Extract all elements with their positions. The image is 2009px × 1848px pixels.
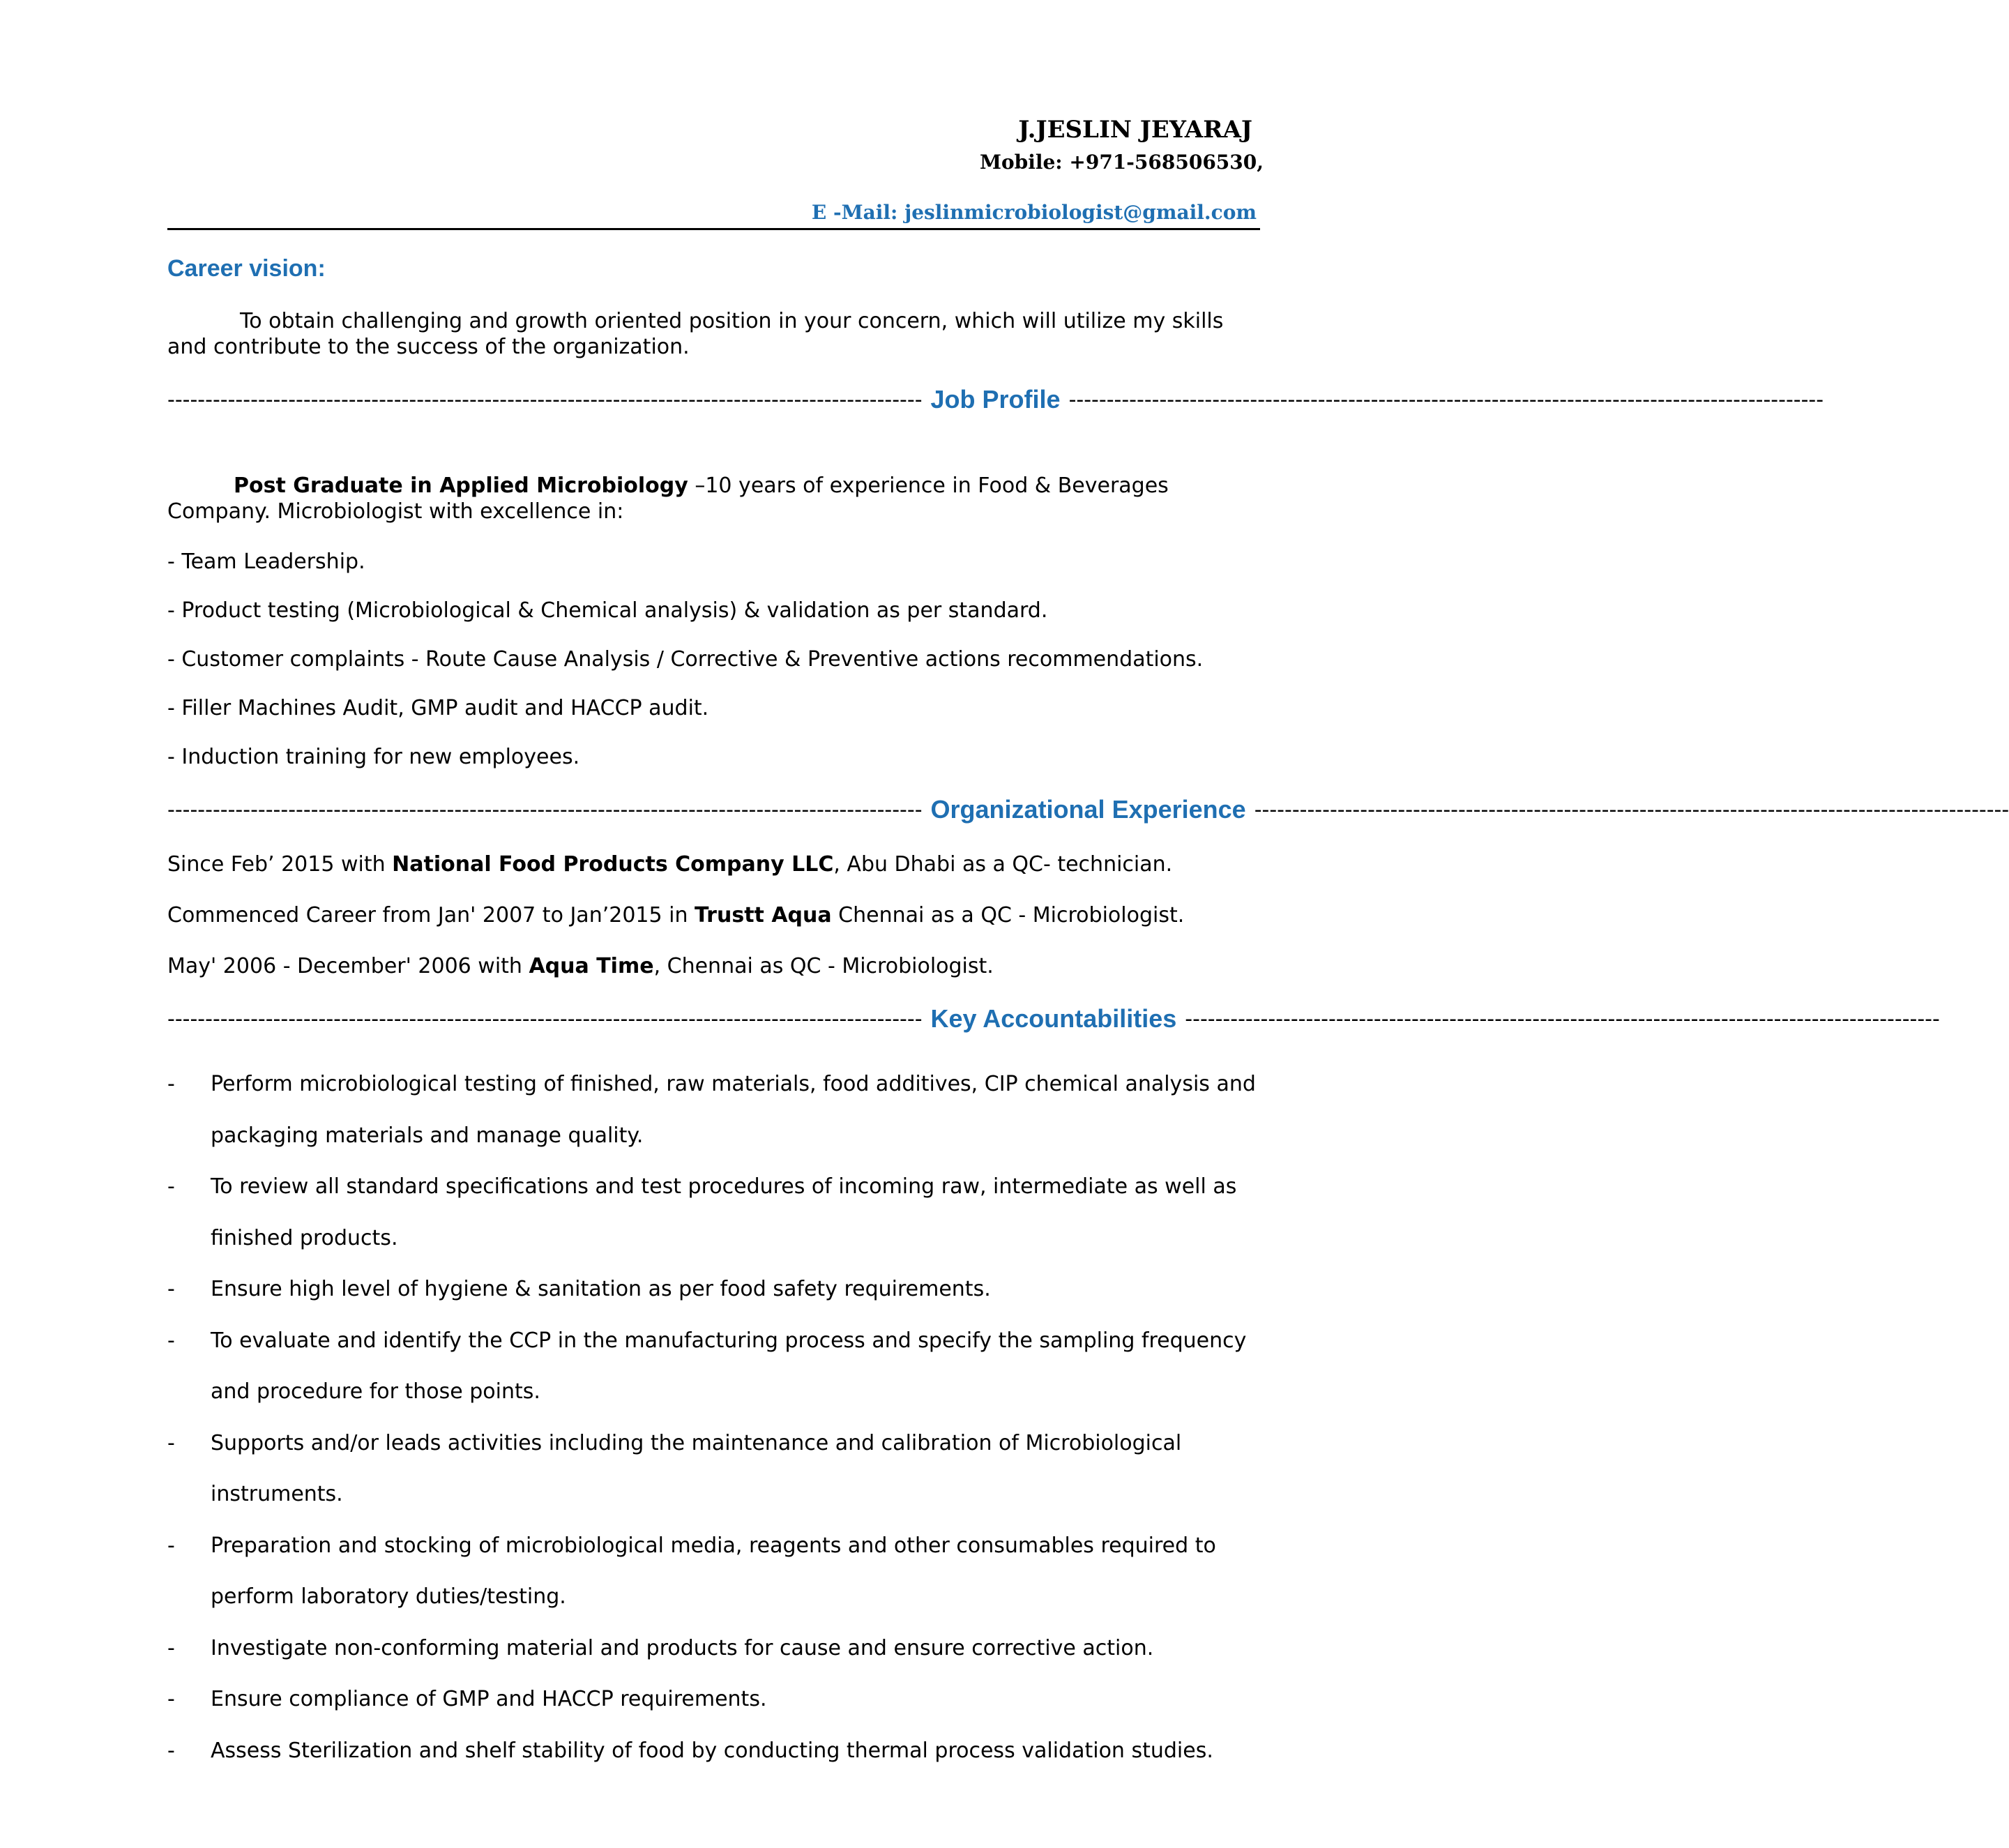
bullet-mark: - bbox=[167, 1533, 175, 1558]
list-item bbox=[167, 1059, 1269, 1161]
bullet-mark: - bbox=[167, 1738, 175, 1763]
divider-dashes: ---------------------------------------------------------------------------------------------------- bbox=[167, 797, 923, 822]
org-experience-divider bbox=[167, 795, 2009, 824]
bullet-mark: - bbox=[167, 1430, 175, 1455]
job-profile-intro-bold: Post Graduate in Applied Microbiology bbox=[234, 474, 688, 498]
entry-company: Trustt Aqua bbox=[695, 903, 832, 927]
career-vision-body: To obtain challenging and growth oriented position in your concern, which will utilize my skills and contribute to the success of the organization. bbox=[167, 309, 1224, 359]
entry-company: Aqua Time bbox=[529, 954, 654, 978]
key-accountabilities-list bbox=[167, 1059, 1269, 1776]
list-item bbox=[167, 1674, 1269, 1725]
bullet-mark: - bbox=[167, 1687, 175, 1711]
mobile-number: Mobile: +971-568506530, bbox=[979, 151, 1264, 174]
bullet-mark: - bbox=[167, 1635, 175, 1660]
org-experience-entry bbox=[167, 852, 1172, 877]
bullet-mark: - bbox=[167, 1174, 175, 1199]
job-profile-item: - Filler Machines Audit, GMP audit and HACCP audit. bbox=[167, 696, 709, 720]
list-item-text: Ensure high level of hygiene & sanitation as per food safety requirements. bbox=[211, 1277, 991, 1301]
divider-dashes: ---------------------------------------------------------------------------------------------------- bbox=[1185, 1006, 1940, 1031]
list-item-text: Ensure compliance of GMP and HACCP requirements. bbox=[211, 1687, 767, 1711]
career-vision-title: Career vision: bbox=[167, 255, 326, 282]
divider-dashes: ---------------------------------------------------------------------------------------------------- bbox=[1068, 387, 1824, 412]
key-accountabilities-divider bbox=[167, 1004, 1940, 1033]
list-item bbox=[167, 1418, 1269, 1520]
job-profile-divider bbox=[167, 385, 1824, 414]
list-item bbox=[167, 1623, 1269, 1674]
entry-text: , Abu Dhabi as a QC- technician. bbox=[833, 852, 1173, 877]
bullet-mark: - bbox=[167, 1277, 175, 1301]
list-item-text: Perform microbiological testing of finished, raw materials, food additives, CIP chemical analysis and packaging materials and manage quality. bbox=[211, 1072, 1256, 1148]
bullet-mark: - bbox=[167, 1072, 175, 1096]
list-item-text: Supports and/or leads activities including the maintenance and calibration of Microbiological instruments. bbox=[211, 1430, 1182, 1506]
career-vision-text bbox=[167, 308, 1260, 360]
list-item bbox=[167, 1161, 1269, 1264]
job-profile-intro bbox=[167, 473, 1260, 524]
list-item bbox=[167, 1725, 1269, 1777]
candidate-name: J.JESLIN JEYARAJ bbox=[1018, 116, 1252, 144]
entry-text: , Chennai as QC - Microbiologist. bbox=[653, 954, 994, 978]
divider-dashes: ---------------------------------------------------------------------------------------------------- bbox=[167, 387, 923, 412]
entry-text: Chennai as a QC - Microbiologist. bbox=[831, 903, 1185, 927]
job-profile-item: - Customer complaints - Route Cause Analysis / Corrective & Preventive actions recommendations. bbox=[167, 647, 1204, 672]
email-address[interactable]: E -Mail: jeslinmicrobiologist@gmail.com bbox=[811, 201, 1257, 224]
job-profile-item: - Induction training for new employees. bbox=[167, 745, 580, 769]
list-item bbox=[167, 1315, 1269, 1418]
job-profile-item: - Team Leadership. bbox=[167, 550, 365, 574]
entry-text: Commenced Career from Jan' 2007 to Jan’2015 in bbox=[167, 903, 695, 927]
entry-text: May' 2006 - December' 2006 with bbox=[167, 954, 529, 978]
job-profile-heading: Job Profile bbox=[930, 385, 1061, 414]
list-item-text: To evaluate and identify the CCP in the manufacturing process and specify the sampling frequency and procedure for those points. bbox=[211, 1328, 1247, 1404]
divider-dashes: ---------------------------------------------------------------------------------------------------- bbox=[1254, 797, 2009, 822]
entry-company: National Food Products Company LLC bbox=[392, 852, 834, 877]
list-item-text: To review all standard specifications and test procedures of incoming raw, intermediate as well as finished products. bbox=[211, 1174, 1237, 1250]
header-rule bbox=[167, 228, 1260, 230]
org-experience-heading: Organizational Experience bbox=[930, 795, 1246, 824]
list-item bbox=[167, 1264, 1269, 1315]
org-experience-entry bbox=[167, 954, 994, 978]
key-accountabilities-heading: Key Accountabilities bbox=[930, 1004, 1177, 1033]
bullet-mark: - bbox=[167, 1328, 175, 1353]
divider-dashes: ---------------------------------------------------------------------------------------------------- bbox=[167, 1006, 923, 1031]
job-profile-item: - Product testing (Microbiological & Chemical analysis) & validation as per standard. bbox=[167, 598, 1048, 623]
entry-text: Since Feb’ 2015 with bbox=[167, 852, 393, 877]
list-item-text: Assess Sterilization and shelf stability of food by conducting thermal process validation studies. bbox=[211, 1738, 1213, 1763]
job-profile-intro-rest: –10 years of experience in Food & Beverages Company. Microbiologist with excellence in: bbox=[167, 474, 1169, 524]
list-item bbox=[167, 1520, 1269, 1623]
list-item-text: Preparation and stocking of microbiological media, reagents and other consumables required to perform laboratory duties/testing. bbox=[211, 1533, 1216, 1609]
org-experience-entry bbox=[167, 903, 1184, 927]
list-item-text: Investigate non-conforming material and products for cause and ensure corrective action. bbox=[211, 1635, 1154, 1660]
